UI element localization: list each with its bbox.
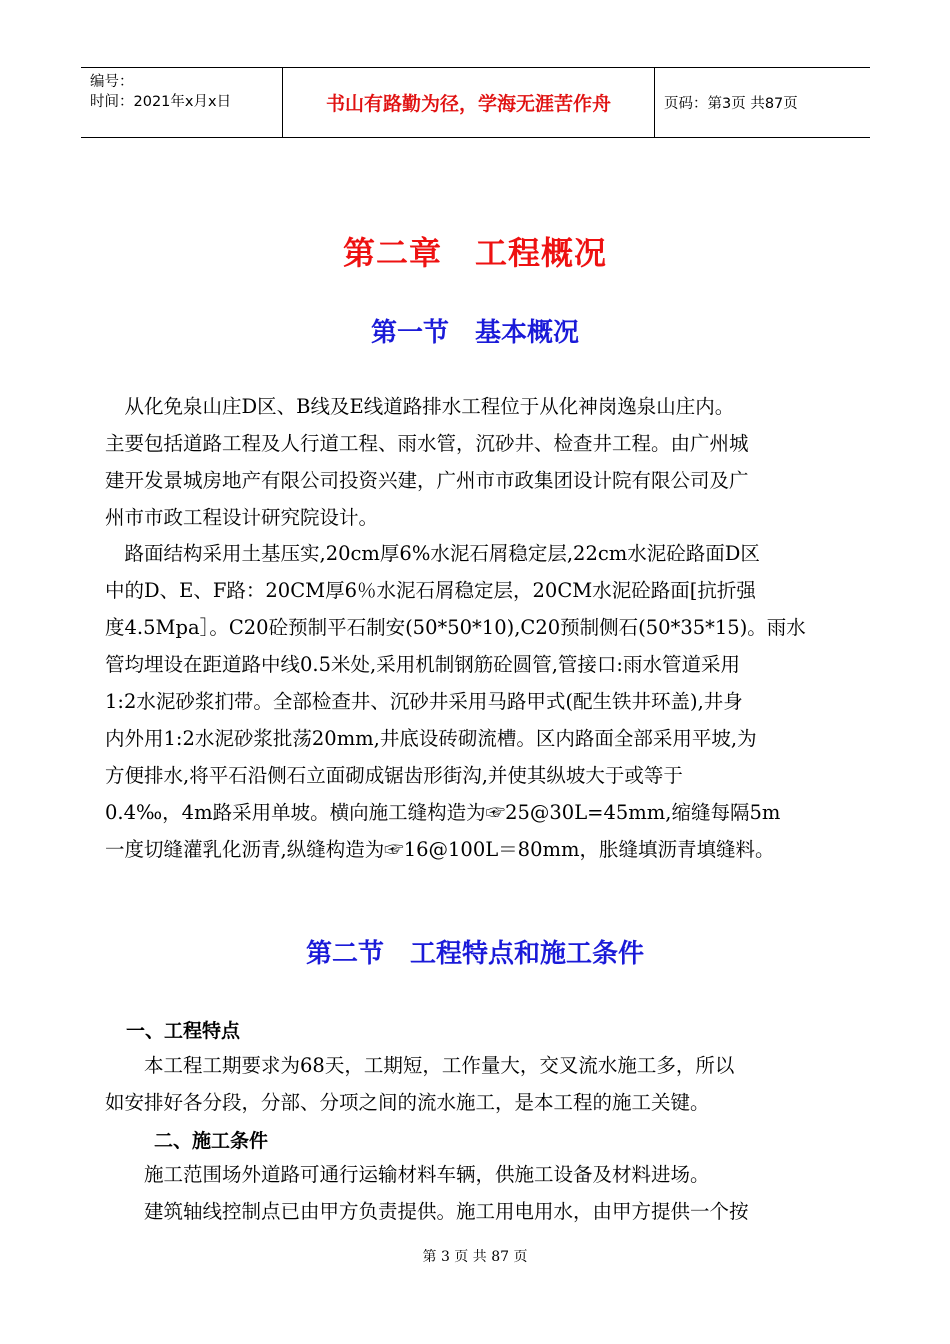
paragraph-project-location xyxy=(105,388,845,536)
text-line: 路面结构采用土基压实,20cm厚6%水泥石屑稳定层,22cm水泥砼路面D区 xyxy=(105,542,760,565)
text-line: 施工范围场外道路可通行运输材料车辆，供施工设备及材料进场。 xyxy=(105,1163,710,1186)
subheading-project-features: 一、工程特点 xyxy=(126,1020,241,1042)
section-title-features-conditions: 第二节 工程特点和施工条件 xyxy=(305,939,644,969)
text-line: 1:2水泥砂浆扪带。全部检查井、沉砂井采用马路甲式(配生铁井环盖),井身 xyxy=(105,690,743,713)
text-line: 州市市政工程设计研究院设计。 xyxy=(105,506,379,529)
text-line: 从化免泉山庄D区、B线及E线道路排水工程位于从化神岗逸泉山庄内。 xyxy=(105,395,735,418)
text-line: 度4.5Mpa］。C20砼预制平石制安(50*50*10),C20预制侧石(50*35*15)。雨水 xyxy=(105,616,806,639)
text-line: 中的D、E、F路：20CM厚6％水泥石屑稳定层，20CM水泥砼路面[抗折强 xyxy=(105,579,756,602)
text-line: 建筑轴线控制点已由甲方负责提供。施工用电用水，由甲方提供一个按 xyxy=(105,1200,749,1223)
text-line: 建开发景城房地产有限公司投资兴建，广州市市政集团设计院有限公司及广 xyxy=(105,469,749,492)
paragraph-project-features xyxy=(105,1047,845,1121)
paragraph-road-structure xyxy=(105,535,845,868)
text-line: 内外用1:2水泥砂浆批荡20mm,井底设砖砌流槽。区内路面全部采用平坡,为 xyxy=(105,727,757,750)
text-line: 本工程工期要求为68天，工期短，工作量大，交叉流水施工多，所以 xyxy=(105,1054,735,1077)
header-date: 时间：2021年x月x日 xyxy=(90,94,232,110)
text-line: 一度切缝灌乳化沥青,纵缝构造为☞16@100L＝80mm，胀缝填沥青填缝料。 xyxy=(105,838,775,861)
header-page-info: 页码：第3页 共87页 xyxy=(664,96,798,112)
header-motto: 书山有路勤为径，学海无涯苦作舟 xyxy=(282,68,655,137)
section-title-basic-overview: 第一节 基本概况 xyxy=(370,318,579,348)
header-meta xyxy=(81,68,282,137)
page-footer: 第 3 页 共 87 页 xyxy=(422,1249,528,1265)
text-line: 主要包括道路工程及人行道工程、雨水管，沉砂井、检查井工程。由广州城 xyxy=(105,432,749,455)
chapter-title: 第二章 工程概况 xyxy=(342,234,607,272)
subheading-construction-conditions: 二、施工条件 xyxy=(154,1130,269,1152)
document-header xyxy=(81,67,870,138)
text-line: 如安排好各分段，分部、分项之间的流水施工，是本工程的施工关键。 xyxy=(105,1091,710,1114)
paragraph-construction-conditions xyxy=(105,1156,845,1230)
text-line: 管均埋设在距道路中线0.5米处,采用机制钢筋砼圆管,管接口:雨水管道采用 xyxy=(105,653,740,676)
text-line: 0.4‰，4m路采用单坡。横向施工缝构造为☞25@30L=45mm,缩缝每隔5m xyxy=(105,801,781,824)
text-line: 方便排水,将平石沿侧石立面砌成锯齿形街沟,并使其纵坡大于或等于 xyxy=(105,764,683,787)
header-number-label: 编号： xyxy=(90,74,134,90)
